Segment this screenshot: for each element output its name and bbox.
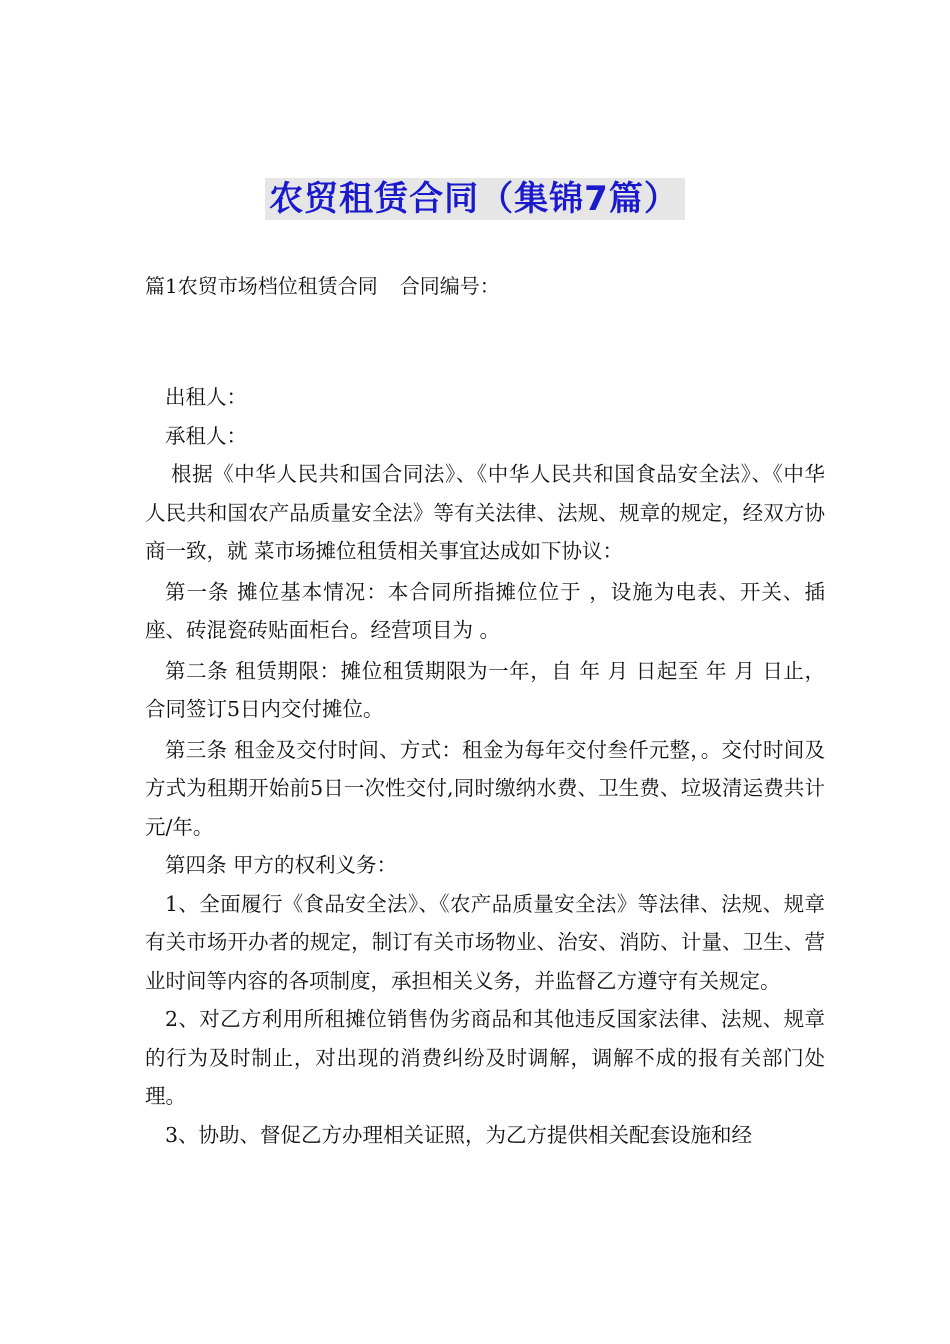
paragraph-article-4: 第四条 甲方的权利义务： xyxy=(165,853,398,877)
paragraph-item-1: 1、全面履行《食品安全法》、《农产品质量安全法》等法律、法规、规章有关市场开办者的规定，制订有关市场物业、治安、消防、计量、卫生、营业时间等内容的各项制度，承担相关义务，并监督乙方遵守有关规定。 xyxy=(145,891,825,993)
paragraph-article-1: 第一条 摊位基本情况：本合同所指摊位位于 ，设施为电表、开关、插座、砖混瓷砖贴面柜台。经营项目为 。 xyxy=(145,579,825,642)
document-body xyxy=(145,378,825,1154)
heading-part: 篇1农贸市场档位租赁合同 xyxy=(145,274,378,298)
paragraph-lessor: 出租人： xyxy=(165,385,247,409)
title-wrap xyxy=(0,178,950,220)
paragraph-lessee: 承租人： xyxy=(165,423,247,448)
paragraph-article-3: 第三条 租金及交付时间、方式：租金为每年交付叁仟元整，。交付时间及方式为租期开始前5日一次性交付,同时缴纳水费、卫生费、垃圾清运费共计 元/年。 xyxy=(145,737,825,839)
paragraph-item-3: 3、协助、督促乙方办理相关证照，为乙方提供相关配套设施和经 xyxy=(165,1122,753,1147)
paragraph-article-2: 第二条 租赁期限：摊位租赁期限为一年，自 年 月 日起至 年 月 日止，合同签订5日内交付摊位。 xyxy=(145,658,825,721)
section-heading xyxy=(145,272,500,300)
heading-contract-number: 合同编号： xyxy=(399,274,500,298)
paragraph-item-2: 2、对乙方利用所租摊位销售伪劣商品和其他违反国家法律、法规、规章的行为及时制止，对出现的消费纠纷及时调解，调解不成的报有关部门处理。 xyxy=(145,1007,825,1108)
paragraph-basis: 根据《中华人民共和国合同法》、《中华人民共和国食品安全法》、《中华人民共和国农产品质量安全法》等有关法律、法规、规章的规定，经双方协商一致，就 菜市场摊位租赁相关事宜达成如下协议： xyxy=(145,462,825,563)
document-title: 农贸租赁合同（集锦7篇） xyxy=(265,178,685,220)
